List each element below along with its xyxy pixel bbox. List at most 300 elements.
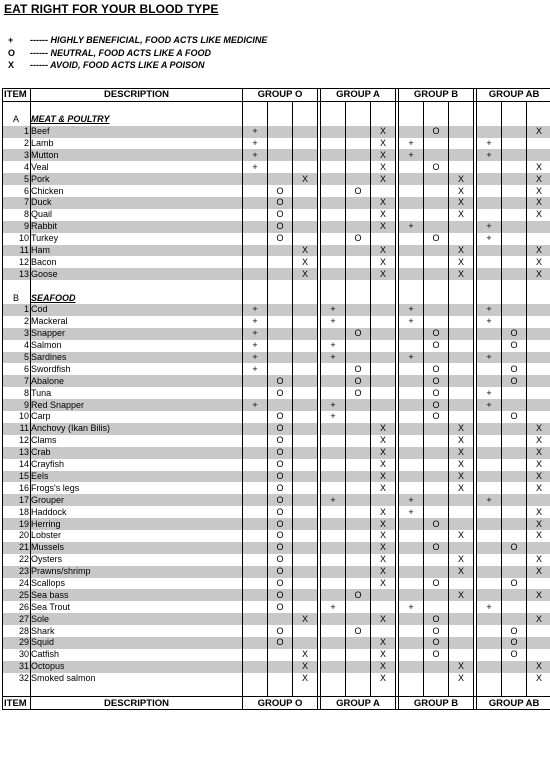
rating-cell (477, 578, 502, 590)
rating-cell (527, 233, 550, 245)
rating-cell (293, 625, 318, 637)
item-number: 12 (3, 435, 31, 447)
rating-cell (399, 482, 424, 494)
rating-cell (321, 637, 346, 649)
rating-cell (321, 197, 346, 209)
rating-cell (449, 506, 474, 518)
rating-cell (477, 482, 502, 494)
rating-cell (424, 494, 449, 506)
rating-cell (268, 149, 293, 161)
rating-cell (424, 245, 449, 257)
header-group-a: GROUP A (321, 89, 396, 102)
rating-cell (293, 233, 318, 245)
rating-cell (399, 256, 424, 268)
blood-type-food-table (2, 88, 550, 710)
rating-cell (424, 661, 449, 673)
rating-cell: + (243, 352, 268, 364)
header-group-o: GROUP O (243, 89, 318, 102)
rating-cell (502, 482, 527, 494)
table-row (3, 245, 550, 257)
rating-cell (449, 233, 474, 245)
rating-cell (371, 685, 396, 697)
rating-cell (502, 399, 527, 411)
item-description: Herring (31, 518, 243, 530)
rating-cell (346, 530, 371, 542)
rating-cell: O (268, 518, 293, 530)
item-description: Prawns/shrimp (31, 566, 243, 578)
rating-cell: O (424, 375, 449, 387)
rating-cell: X (527, 673, 550, 685)
rating-cell: O (268, 221, 293, 233)
item-number: 1 (3, 304, 31, 316)
rating-cell: X (527, 185, 550, 197)
rating-cell: + (243, 161, 268, 173)
item-number: 9 (3, 399, 31, 411)
rating-cell (502, 435, 527, 447)
rating-cell (321, 554, 346, 566)
rating-cell: O (346, 589, 371, 601)
item-description (31, 101, 243, 113)
rating-cell (293, 221, 318, 233)
rating-cell (371, 589, 396, 601)
rating-cell (477, 245, 502, 257)
rating-cell (399, 435, 424, 447)
rating-cell (293, 292, 318, 304)
rating-cell (293, 328, 318, 340)
item-description (31, 280, 243, 292)
rating-cell (449, 411, 474, 423)
rating-cell (399, 375, 424, 387)
rating-cell (477, 280, 502, 292)
rating-cell (424, 482, 449, 494)
rating-cell (243, 494, 268, 506)
rating-cell (424, 209, 449, 221)
item-description: Quail (31, 209, 243, 221)
rating-cell (477, 292, 502, 304)
rating-cell: X (527, 554, 550, 566)
table-row (3, 363, 550, 375)
rating-cell (502, 114, 527, 126)
rating-cell: O (502, 578, 527, 590)
rating-cell (449, 637, 474, 649)
rating-cell (243, 530, 268, 542)
rating-cell (268, 126, 293, 138)
rating-cell (268, 673, 293, 685)
rating-cell: X (371, 256, 396, 268)
item-description: Crayfish (31, 459, 243, 471)
rating-cell: O (502, 637, 527, 649)
item-description (31, 685, 243, 697)
item-number: 20 (3, 530, 31, 542)
rating-cell (321, 114, 346, 126)
rating-cell (399, 423, 424, 435)
item-description: Turkey (31, 233, 243, 245)
rating-cell (449, 221, 474, 233)
rating-cell (243, 601, 268, 613)
rating-cell (424, 173, 449, 185)
rating-cell (399, 114, 424, 126)
rating-cell (527, 352, 550, 364)
table-row (3, 209, 550, 221)
rating-cell (527, 542, 550, 554)
rating-cell (477, 126, 502, 138)
rating-cell (449, 280, 474, 292)
rating-cell (293, 126, 318, 138)
rating-cell: X (371, 435, 396, 447)
item-description: Frogs's legs (31, 482, 243, 494)
rating-cell: X (449, 554, 474, 566)
rating-cell (502, 494, 527, 506)
rating-cell (424, 506, 449, 518)
item-number: 15 (3, 471, 31, 483)
rating-cell (346, 649, 371, 661)
rating-cell: X (371, 673, 396, 685)
rating-cell: O (346, 375, 371, 387)
rating-cell (293, 447, 318, 459)
rating-cell (321, 126, 346, 138)
rating-cell (527, 316, 550, 328)
rating-cell (321, 101, 346, 113)
rating-cell (293, 209, 318, 221)
rating-cell (527, 578, 550, 590)
rating-cell (371, 494, 396, 506)
rating-cell (449, 649, 474, 661)
rating-cell (268, 316, 293, 328)
rating-cell (449, 399, 474, 411)
rating-cell (371, 101, 396, 113)
rating-cell: X (527, 245, 550, 257)
item-number: 5 (3, 173, 31, 185)
rating-cell (527, 363, 550, 375)
rating-cell: X (293, 649, 318, 661)
rating-cell (243, 233, 268, 245)
table-row (3, 233, 550, 245)
rating-cell (293, 578, 318, 590)
rating-cell (449, 387, 474, 399)
rating-cell: O (268, 423, 293, 435)
rating-cell: O (502, 363, 527, 375)
rating-cell (243, 637, 268, 649)
item-description: Squid (31, 637, 243, 649)
item-number: 29 (3, 637, 31, 649)
table-body (3, 101, 550, 697)
rating-cell: X (449, 447, 474, 459)
rating-cell (527, 280, 550, 292)
rating-cell (243, 245, 268, 257)
rating-cell (321, 221, 346, 233)
item-number: 3 (3, 328, 31, 340)
rating-cell (502, 673, 527, 685)
rating-cell (293, 197, 318, 209)
rating-cell (502, 352, 527, 364)
table-row (3, 340, 550, 352)
item-number: 30 (3, 649, 31, 661)
item-number (3, 685, 31, 697)
rating-cell (243, 459, 268, 471)
item-number: 31 (3, 661, 31, 673)
rating-cell (293, 482, 318, 494)
rating-cell: O (424, 399, 449, 411)
rating-cell: + (399, 494, 424, 506)
item-description: Haddock (31, 506, 243, 518)
rating-cell (371, 411, 396, 423)
rating-cell (424, 352, 449, 364)
rating-cell: O (268, 197, 293, 209)
table-row (3, 399, 550, 411)
rating-cell: O (502, 649, 527, 661)
rating-cell (293, 101, 318, 113)
table-row (3, 625, 550, 637)
rating-cell (346, 601, 371, 613)
rating-cell (399, 173, 424, 185)
rating-cell: + (399, 601, 424, 613)
rating-cell (424, 601, 449, 613)
rating-cell (477, 101, 502, 113)
rating-cell (424, 197, 449, 209)
rating-cell (424, 149, 449, 161)
rating-cell: O (268, 554, 293, 566)
rating-cell (449, 518, 474, 530)
rating-cell (293, 530, 318, 542)
rating-cell: X (449, 197, 474, 209)
rating-cell: X (293, 245, 318, 257)
rating-cell (346, 126, 371, 138)
rating-cell (243, 649, 268, 661)
rating-cell (346, 340, 371, 352)
item-description: Mutton (31, 149, 243, 161)
rating-cell (321, 578, 346, 590)
rating-cell (527, 304, 550, 316)
rating-cell (346, 661, 371, 673)
rating-cell (424, 304, 449, 316)
rating-cell (477, 661, 502, 673)
rating-cell (477, 328, 502, 340)
rating-cell (371, 316, 396, 328)
table-row (3, 435, 550, 447)
item-number: 21 (3, 542, 31, 554)
rating-cell (399, 447, 424, 459)
rating-cell: O (424, 161, 449, 173)
rating-cell (243, 542, 268, 554)
rating-cell (321, 435, 346, 447)
rating-cell: X (449, 245, 474, 257)
rating-cell: X (527, 209, 550, 221)
rating-cell (346, 138, 371, 150)
rating-cell: + (321, 411, 346, 423)
rating-cell (399, 566, 424, 578)
rating-cell (293, 411, 318, 423)
rating-cell (424, 471, 449, 483)
rating-cell (371, 340, 396, 352)
rating-cell (449, 292, 474, 304)
rating-cell: X (371, 459, 396, 471)
rating-cell: X (449, 459, 474, 471)
rating-cell: O (268, 435, 293, 447)
rating-cell: X (527, 589, 550, 601)
rating-cell: O (268, 589, 293, 601)
rating-cell (527, 601, 550, 613)
rating-cell (346, 280, 371, 292)
rating-cell (449, 494, 474, 506)
rating-cell (293, 387, 318, 399)
rating-cell: O (268, 578, 293, 590)
rating-cell: O (268, 185, 293, 197)
rating-cell (321, 149, 346, 161)
item-description: Mackeral (31, 316, 243, 328)
rating-cell: O (268, 494, 293, 506)
rating-cell: X (371, 637, 396, 649)
rating-cell (502, 173, 527, 185)
rating-cell (449, 304, 474, 316)
rating-cell (293, 185, 318, 197)
rating-cell (321, 649, 346, 661)
rating-cell (268, 304, 293, 316)
rating-cell: O (346, 328, 371, 340)
item-number: 13 (3, 268, 31, 280)
item-description: Carp (31, 411, 243, 423)
rating-cell (399, 542, 424, 554)
rating-cell: + (243, 138, 268, 150)
item-description: Smoked salmon (31, 673, 243, 685)
rating-cell: X (449, 256, 474, 268)
rating-cell: O (268, 566, 293, 578)
rating-cell: O (502, 411, 527, 423)
rating-cell: X (527, 613, 550, 625)
rating-cell (449, 328, 474, 340)
rating-cell: O (424, 649, 449, 661)
rating-cell (346, 245, 371, 257)
rating-cell (477, 518, 502, 530)
rating-cell: O (424, 625, 449, 637)
rating-cell (424, 566, 449, 578)
rating-cell: + (321, 601, 346, 613)
rating-cell (371, 233, 396, 245)
spacer-row (3, 280, 550, 292)
rating-cell: O (424, 126, 449, 138)
item-description: Mussels (31, 542, 243, 554)
rating-cell (268, 138, 293, 150)
rating-cell (477, 268, 502, 280)
rating-cell: X (293, 173, 318, 185)
rating-cell: + (477, 352, 502, 364)
rating-cell (527, 138, 550, 150)
rating-cell (243, 280, 268, 292)
rating-cell (293, 138, 318, 150)
item-description: Snapper (31, 328, 243, 340)
rating-cell: + (477, 149, 502, 161)
rating-cell (293, 566, 318, 578)
rating-cell (399, 161, 424, 173)
item-description: Duck (31, 197, 243, 209)
rating-cell: + (321, 352, 346, 364)
rating-cell (502, 471, 527, 483)
rating-cell: O (268, 233, 293, 245)
rating-cell: X (527, 471, 550, 483)
rating-cell (477, 423, 502, 435)
item-number: 5 (3, 352, 31, 364)
rating-cell (346, 149, 371, 161)
rating-cell (477, 459, 502, 471)
rating-cell (321, 363, 346, 375)
item-number: 1 (3, 126, 31, 138)
rating-cell: X (371, 447, 396, 459)
table-row (3, 482, 550, 494)
rating-cell (527, 149, 550, 161)
rating-cell: O (424, 363, 449, 375)
rating-cell: X (449, 471, 474, 483)
rating-cell (371, 375, 396, 387)
rating-cell (346, 459, 371, 471)
rating-cell: X (449, 268, 474, 280)
table-row (3, 149, 550, 161)
legend-symbol-x: X (8, 60, 15, 70)
rating-cell (346, 197, 371, 209)
rating-cell (527, 292, 550, 304)
rating-cell (243, 589, 268, 601)
rating-cell (502, 101, 527, 113)
rating-cell (346, 256, 371, 268)
rating-cell (477, 625, 502, 637)
legend-symbol-plus: + (8, 35, 14, 45)
rating-cell: + (321, 316, 346, 328)
rating-cell (243, 185, 268, 197)
rating-cell (502, 233, 527, 245)
rating-cell (424, 316, 449, 328)
rating-cell (477, 375, 502, 387)
rating-cell: X (527, 482, 550, 494)
rating-cell: X (371, 173, 396, 185)
rating-cell (502, 292, 527, 304)
legend-item-avoid (8, 59, 267, 72)
rating-cell (346, 673, 371, 685)
rating-cell: + (243, 304, 268, 316)
rating-cell (268, 114, 293, 126)
rating-cell: O (268, 471, 293, 483)
rating-cell (527, 114, 550, 126)
rating-cell (293, 637, 318, 649)
rating-cell (268, 245, 293, 257)
item-number: 12 (3, 256, 31, 268)
rating-cell (527, 387, 550, 399)
rating-cell: + (243, 149, 268, 161)
item-description: Clams (31, 435, 243, 447)
rating-cell (243, 685, 268, 697)
rating-cell: + (399, 138, 424, 150)
rating-cell (268, 399, 293, 411)
rating-cell: X (527, 173, 550, 185)
rating-cell (502, 613, 527, 625)
item-description: Tuna (31, 387, 243, 399)
rating-cell (321, 256, 346, 268)
table-row (3, 471, 550, 483)
rating-cell (399, 101, 424, 113)
rating-cell (424, 256, 449, 268)
rating-cell: X (371, 554, 396, 566)
rating-cell (399, 363, 424, 375)
rating-cell: O (424, 387, 449, 399)
legend-text: ------ HIGHLY BENEFICIAL, FOOD ACTS LIKE MEDICINE (30, 35, 268, 45)
rating-cell (424, 114, 449, 126)
rating-cell (527, 101, 550, 113)
rating-cell (243, 673, 268, 685)
rating-cell: O (424, 411, 449, 423)
legend (8, 34, 267, 72)
rating-cell: X (371, 268, 396, 280)
rating-cell (293, 340, 318, 352)
spacer-row (3, 685, 550, 697)
rating-cell (293, 506, 318, 518)
item-description: Swordfish (31, 363, 243, 375)
